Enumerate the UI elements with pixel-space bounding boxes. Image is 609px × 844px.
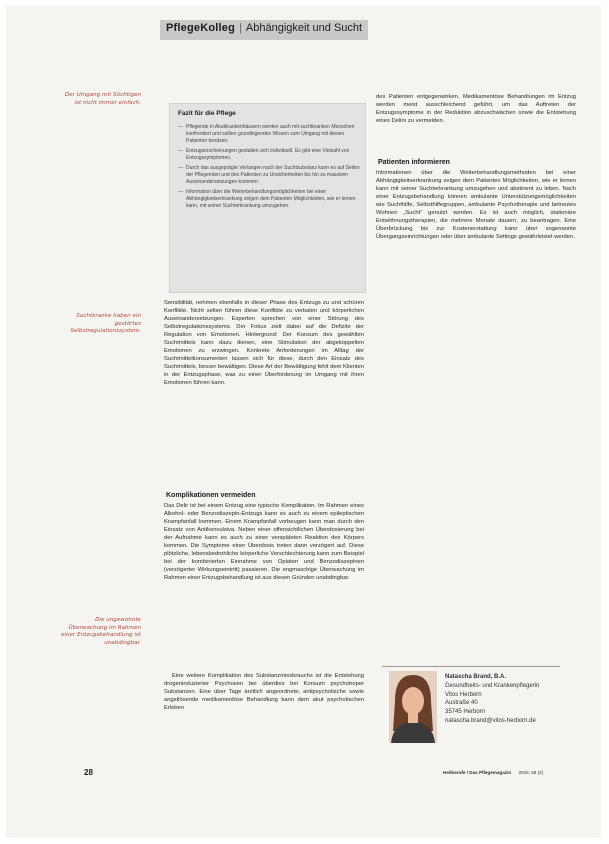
magazine-page — [6, 6, 601, 838]
fazit-list — [178, 124, 360, 213]
fazit-title: Fazit für die Pflege — [178, 110, 236, 117]
footer-citation — [443, 770, 543, 775]
body-text-left-top: Sensibilität, nehmen ebenfalls in dieser Phase des Entzugs zu und schüren Konflikte. Nicht selten führen diese Konflikte zu verbalen und körperlichen Auseinandersetzungen. Experten sprechen von einer Störung des Selbstregulationssystems. Der Fokus zielt dabei auf die Defizite der Regulation von Emotionen. Hintergrund: Der Konsum des gewählten Suchtmittels kann dazu dienen, eine Stimulation der abgekoppelten Emotionen zu erzwingen. Konkrete Anforderungen im Alltag der Suchtmittelkonsumenten lassen sich für diese, durch den Einsatz des Suchtmittels, besser bewältigen. Diese Art der Bewältigung fehlt dem Klienten in der Entzugsphase, was zu einer Überforderung im Umgang mit ihren Emotionen führen kann. — [164, 300, 364, 387]
fazit-item: — Durch das ausgeprägte Verlangen nach der Suchtsubstanz kann es auf Seiten der Pflegenden und des Patienten zu Unsicherheiten bis hin zu massiven Auseinandersetzungen kommen. — [178, 165, 360, 186]
author-portrait-image — [389, 671, 437, 743]
fazit-item: — Entzugserscheinungen gestalten sich individuell. Es gibt eine Vielzahl von Entzugssymptomen. — [178, 148, 360, 162]
author-email[interactable]: natascha.brand@vitos-herborn.de — [445, 717, 536, 724]
author-role: Gesundheits- und Krankenpflegerin — [445, 682, 540, 689]
margin-note-2: Suchtkranke haben ein gestörtes Selbstregulationssystem. — [70, 313, 141, 335]
header-separator: | — [239, 22, 242, 34]
body-text-patienten: Informationen über die Weiterbehandlungsmethoden bei einer Abhängigkeitserkrankung zeigen dem Patienten Möglichkeiten, wie er lernen kann mit seiner Suchterkrankung umzugehen und abstinent zu leben. Nach einer Entzugsbehandlung können ambulante Unterstützungsmöglichkeiten wie Suchthilfe, Selbsthilfegruppen, ambulante Psychotherapie und betreutes Wohnen „Sucht“ genutzt werden. Es ist auch möglich, stationäre Entwöhnungstherapien, die mehrere Monate dauern, zu beantragen. Eine Überbrückung bis zur Kostenerstattung kann über sogenannte Übergangseinrichtungen oder über ambulante Settings gewährleistet werden. — [376, 170, 576, 241]
body-text-komplikationen-2: Eine weitere Komplikation des Substanzmissbrauchs ist die Entstehung drogeninduzierter Psychosen bei überdies bei Konsum psychotroper Substanzen. Eine über Tage ärztlich angeordnete, antipsychotische sowie angstlösende medikamentöse Behandlung kann dem akut psychotischen Erleben — [164, 673, 364, 712]
fazit-item: — Information über die Weiterbehandlungsmöglichkeiten bei einer Abhängigkeitserkrankung zeigen dem Patienten Möglichkeiten, wie er lernen kann, mit seiner Suchterkrankung umzugehen. — [178, 189, 360, 210]
footer-journal: Heilberufe / Das Pflegemagazin — [443, 770, 512, 775]
header-brand: PflegeKolleg — [166, 22, 236, 34]
footer-issue: 2016; 68 (2) — [518, 770, 544, 775]
author-info — [445, 673, 539, 726]
author-photo — [389, 671, 437, 743]
author-org: Vitos Herborn — [445, 691, 482, 698]
fazit-box — [169, 103, 366, 293]
subhead-patienten: Patienten informieren — [378, 159, 450, 166]
author-city: 35745 Herborn — [445, 709, 486, 716]
body-text-right-top: des Patienten entgegenwirken. Medikamentöse Behandlungen im Entzug werden meist ausschleichend geführt, um das Auftreten der Entzugssymptome in der Reduktion abzuschwächen sowie die Entstehung eines Delirs zu vermeiden. — [376, 94, 576, 125]
subhead-komplikationen: Komplikationen vermeiden — [166, 492, 256, 499]
body-text-komplikationen: Das Delir ist bei einem Entzug eine typische Komplikation. Im Rahmen eines Alkohol- oder Benzodiazepin-Entzugs kann es auch zu einem epileptischen Krampfanfall kommen. Einem Krampfanfall vorbeugen kann man durch den Einsatz von Antikonvulsiva. Neben einer offensichtlichen Überdosierung bei der Aufnahme kann es auch zu einer verspäteten Reaktion des Körpers kommen. Die Symptome einer Überdosis treten dann verzögert auf. Diese plötzliche, lebensbedrohliche körperliche Verschlechterung kann zum Beispiel bei der kombinierten Einnahme von Opiaten und Benzodiazepinen (verzögerter Wirkungseintritt) passieren. Die engmaschige Überwachung im Rahmen einer Entzugsbehandlung ist aus diesen Gründen unabdingbar. — [164, 503, 364, 582]
author-name: Natascha Brand, B.A. — [445, 674, 507, 680]
fazit-item: — Pflegende in Akutkrankenhäusern werden auch mit suchtkranken Menschen konfrontiert und sollten grundlegendes Wissen zum Umgang mit diesen Patienten besitzen. — [178, 124, 360, 145]
page-number: 28 — [84, 768, 93, 777]
running-header — [166, 22, 362, 34]
margin-note-3: Die ungewohnte Überwachung im Rahmen einer Entzugsbehandlung ist unabdingbar. — [61, 617, 141, 646]
author-street: Austraße 40 — [445, 700, 478, 707]
author-divider — [382, 666, 560, 667]
header-section: Abhängigkeit und Sucht — [245, 22, 363, 34]
margin-note-1: Der Umgang mit Süchtigen ist nicht immer einfach. — [64, 92, 141, 106]
